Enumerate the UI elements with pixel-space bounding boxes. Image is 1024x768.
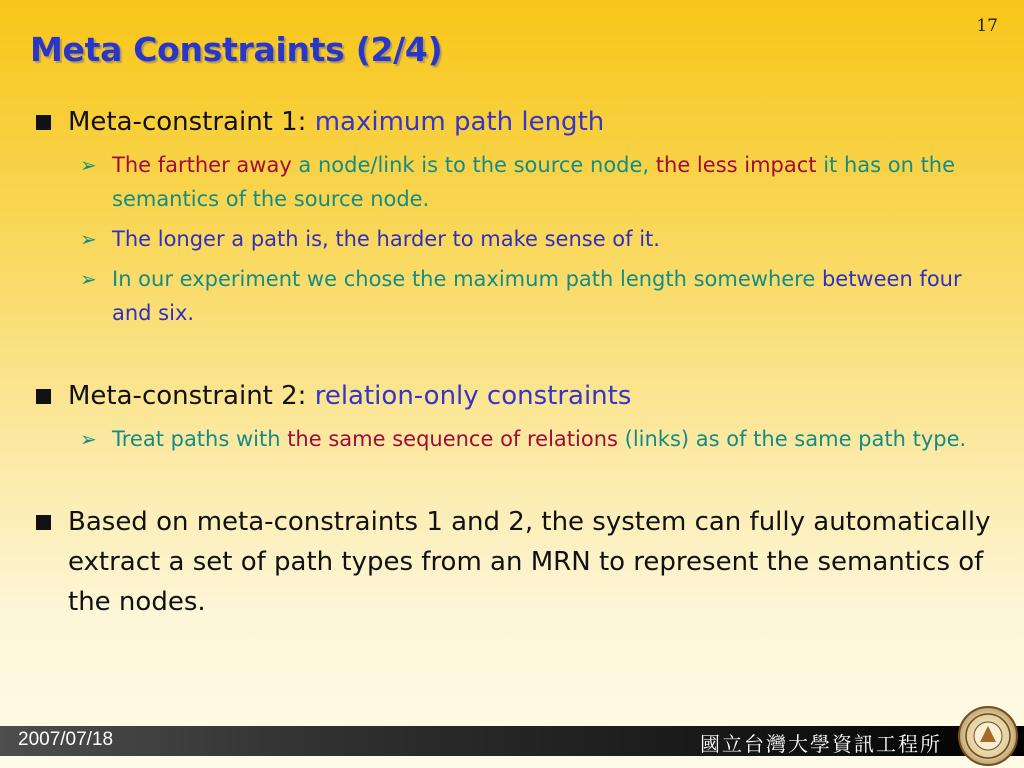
square-bullet-icon [36, 515, 51, 530]
arrow-bullet-icon: ➢ [80, 267, 97, 291]
bullet-text: Based on meta-constraints 1 and 2, the system can fully automatically extract a set of path types from an MRN to represent the semantics of the nodes. [68, 507, 991, 617]
sub-bullet-longer-path [36, 222, 996, 256]
sub-text: Treat paths with [112, 427, 288, 451]
bullet-meta-constraint-2 [36, 376, 996, 416]
slide-title: Meta Constraints (2/4) [30, 30, 443, 69]
bullet-prefix: Meta-constraint 1: [68, 107, 315, 137]
sub-text: In our experiment we chose the maximum path length somewhere [112, 267, 822, 291]
university-seal-icon [958, 706, 1018, 766]
sub-text: it has on the semantics of the source node. [112, 153, 956, 211]
footer-date: 2007/07/18 [18, 729, 114, 750]
emphasis-text: The farther away [112, 153, 292, 177]
bullet-prefix: Meta-constraint 2: [68, 381, 315, 411]
sub-text: (links) as of the same path type. [617, 427, 967, 451]
arrow-bullet-icon: ➢ [80, 227, 97, 251]
footer-organization: 國立台灣大學資訊工程所 [700, 732, 942, 756]
emphasis-text: the same sequence of relations [287, 427, 618, 451]
bullet-highlight: maximum path length [314, 107, 605, 137]
bullet-meta-constraint-1 [36, 102, 996, 142]
emphasis-text: the less impact [655, 153, 817, 177]
arrow-bullet-icon: ➢ [80, 427, 97, 451]
sub-bullet-treat-paths [36, 422, 996, 456]
arrow-bullet-icon: ➢ [80, 153, 97, 177]
square-bullet-icon [36, 115, 51, 130]
sub-text: a node/link is to the source node, [291, 153, 656, 177]
slide-number: 17 [976, 16, 998, 36]
bullet-based-on [36, 502, 996, 622]
sub-bullet-experiment [36, 262, 996, 330]
sub-bullet-farther-away [36, 148, 996, 216]
sub-text: The longer a path is, the harder to make sense of it. [112, 227, 660, 251]
bullet-highlight: relation-only constraints [314, 381, 632, 411]
square-bullet-icon [36, 389, 51, 404]
slide-content [36, 102, 996, 622]
sub-text: between four and six. [112, 267, 962, 325]
footer-bar [0, 726, 1024, 756]
